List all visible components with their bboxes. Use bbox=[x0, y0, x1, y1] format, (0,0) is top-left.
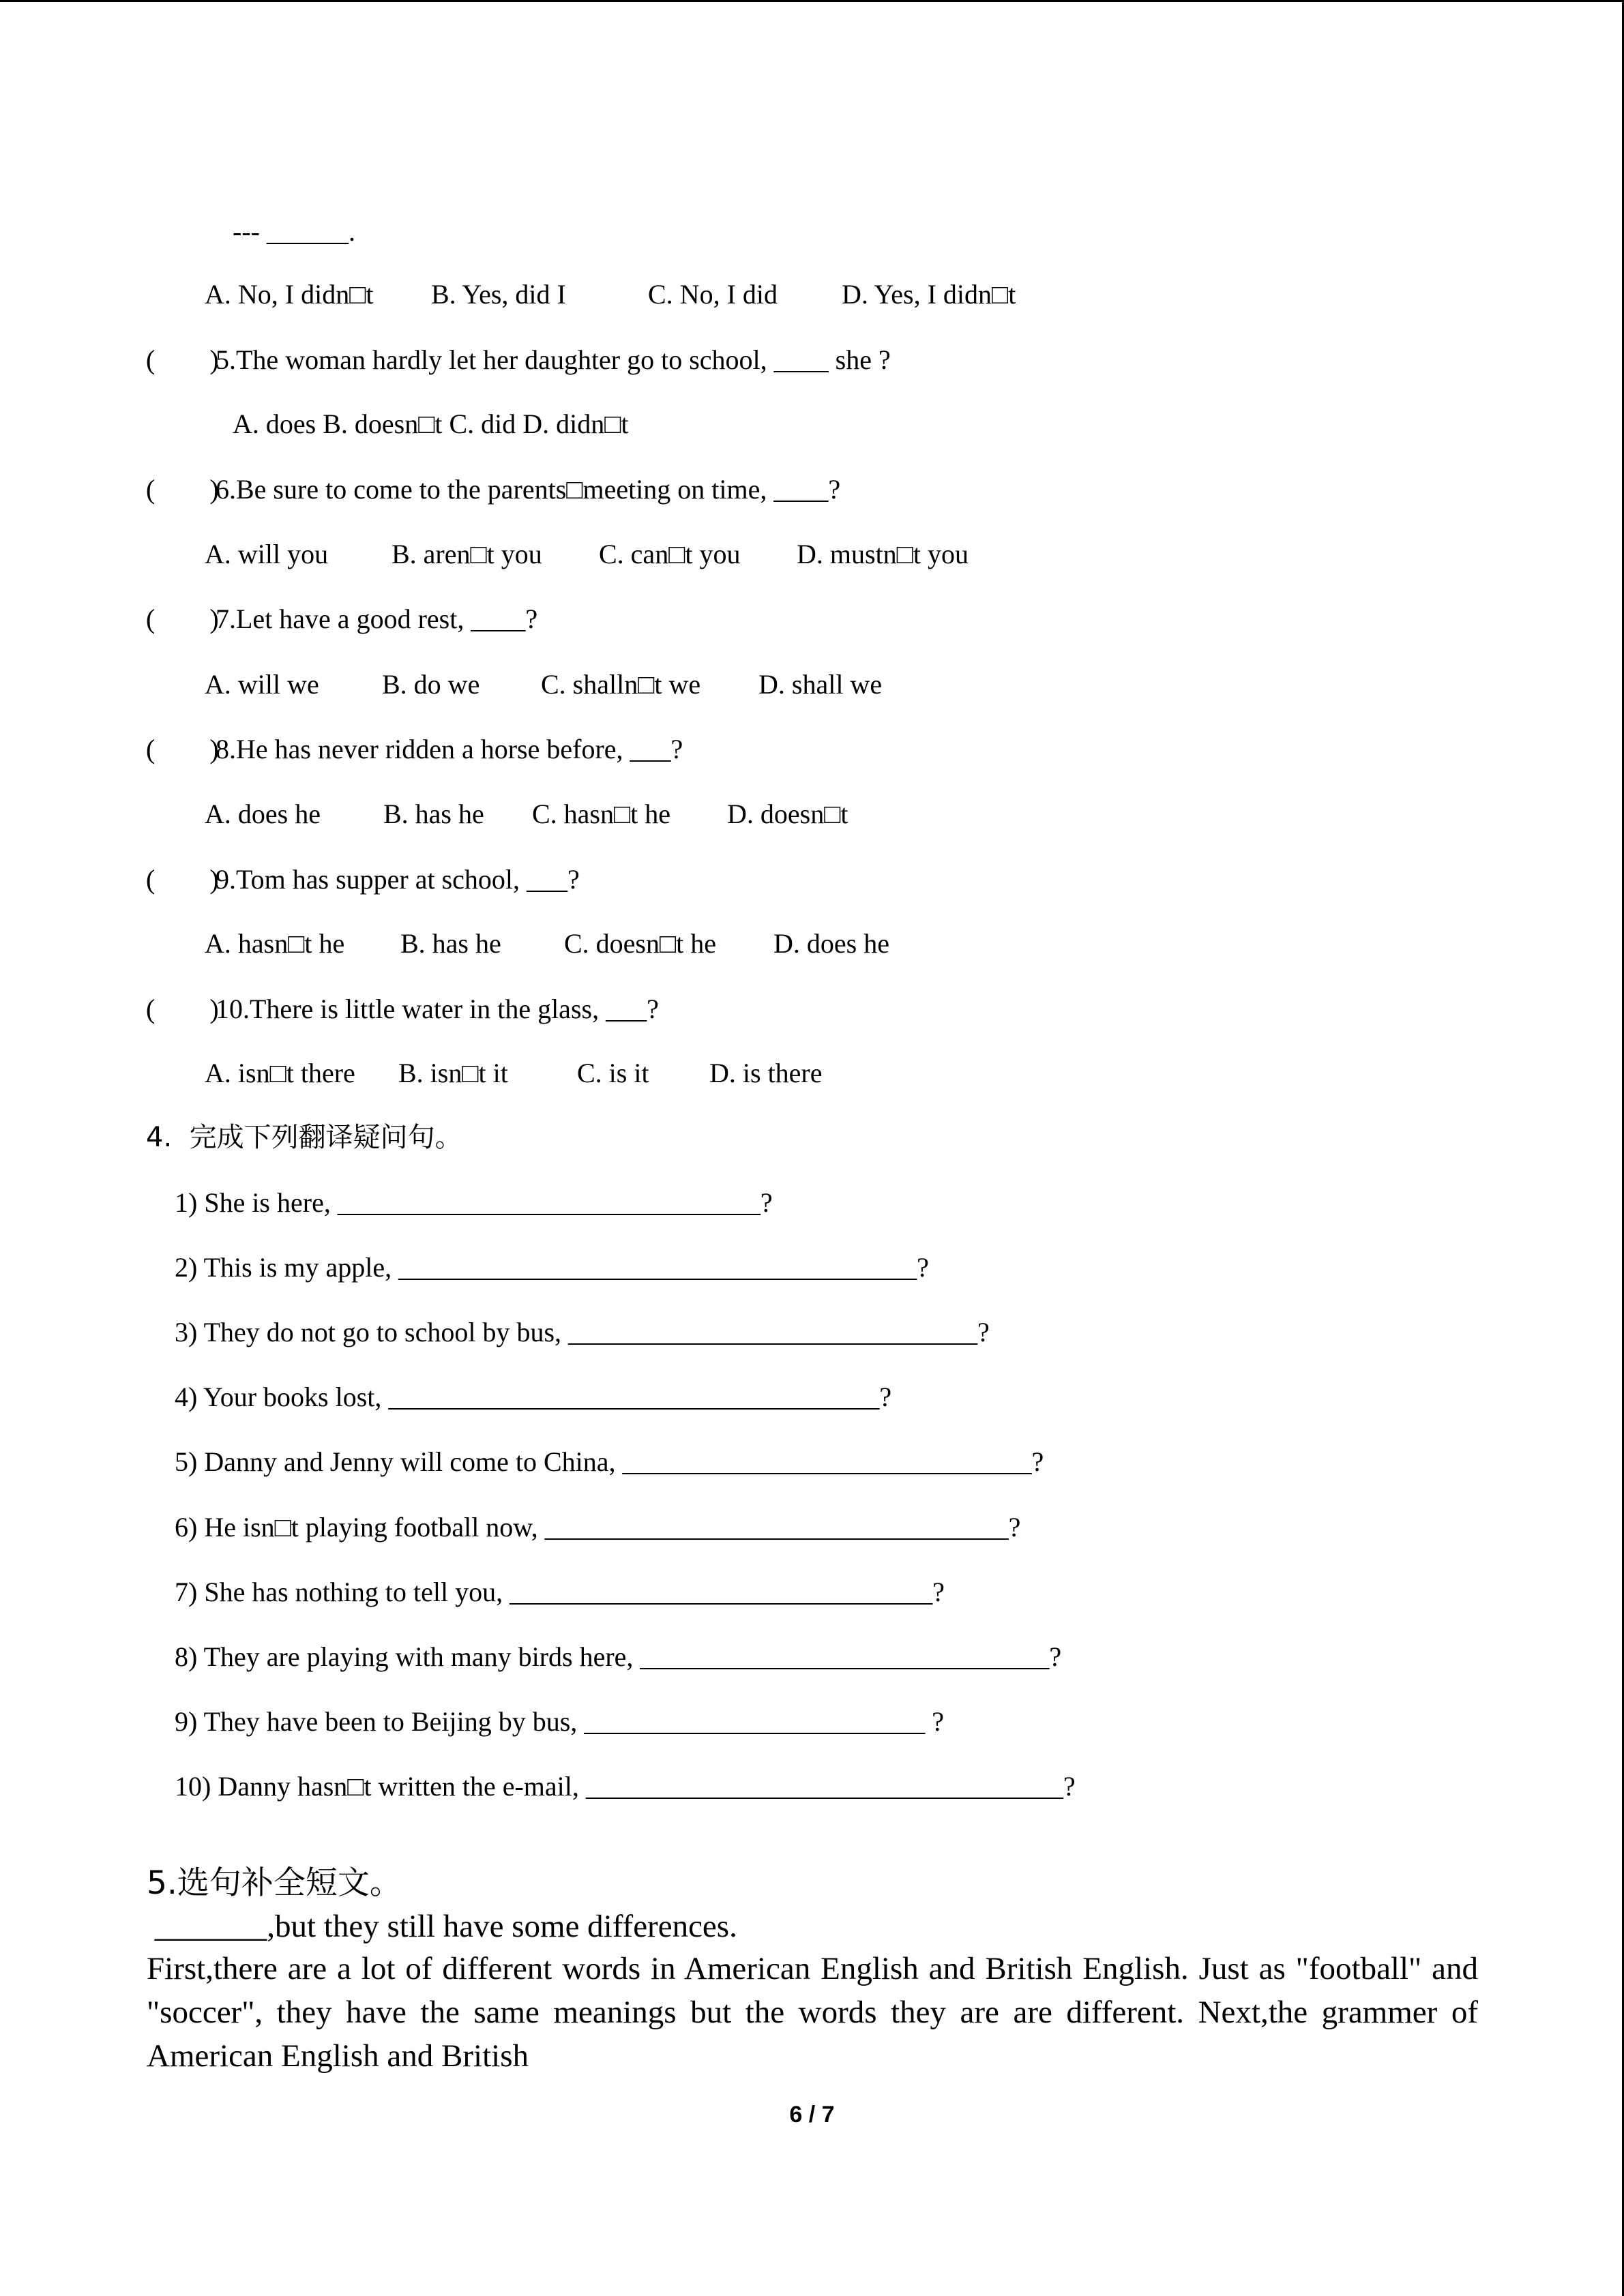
page-number: 6 / 7 bbox=[789, 2102, 835, 2128]
q4-option-b: B. Yes, did I bbox=[431, 279, 566, 310]
q4-answer-blank: --- ______. bbox=[233, 216, 355, 247]
s4-item-4: 4) Your books lost, ____________________________________? bbox=[175, 1382, 892, 1412]
s4-item-7: 7) She has nothing to tell you, _______________________________? bbox=[175, 1577, 945, 1607]
q8-option-c: C. hasn□t he bbox=[532, 799, 671, 829]
q9-option-a: A. hasn□t he bbox=[205, 928, 345, 959]
q10-option-a: A. isn□t there bbox=[205, 1058, 355, 1088]
top-border bbox=[0, 0, 1624, 2]
section5-first-line: _______,but they still have some differences. bbox=[147, 1909, 737, 1944]
q9-option-b: B. has he bbox=[400, 928, 501, 959]
q6-option-c: C. can□t you bbox=[599, 539, 741, 569]
q8-option-a: A. does he bbox=[205, 799, 321, 829]
q6-option-b: B. aren□t you bbox=[392, 539, 542, 569]
q10-paren: ( ) bbox=[146, 994, 219, 1024]
s4-item-6: 6) He isn□t playing football now, __________________________________? bbox=[175, 1512, 1021, 1542]
q9-option-d: D. does he bbox=[773, 928, 889, 959]
q7-option-a: A. will we bbox=[205, 669, 319, 700]
q8-paren: ( ) bbox=[146, 734, 219, 764]
s4-item-2: 2) This is my apple, ______________________________________? bbox=[175, 1252, 929, 1283]
q7-option-d: D. shall we bbox=[758, 669, 883, 700]
q10-stem: 10.There is little water in the glass, ___? bbox=[216, 994, 659, 1024]
section5-title: 5.选句补全短文。 bbox=[147, 1864, 402, 1902]
q6-option-d: D. mustn□t you bbox=[797, 539, 969, 569]
s4-item-3: 3) They do not go to school by bus, ______________________________? bbox=[175, 1317, 990, 1347]
q4-option-c: C. No, I did bbox=[648, 279, 778, 310]
q5-options: A. does B. doesn□t C. did D. didn□t bbox=[233, 408, 629, 439]
q7-stem: 7.Let have a good rest, ____? bbox=[216, 603, 538, 634]
q7-paren: ( ) bbox=[146, 603, 219, 634]
q9-stem: 9.Tom has supper at school, ___? bbox=[216, 864, 580, 895]
q10-option-c: C. is it bbox=[577, 1058, 649, 1088]
s4-item-8: 8) They are playing with many birds here, ______________________________? bbox=[175, 1641, 1062, 1672]
q4-option-d: D. Yes, I didn□t bbox=[842, 279, 1016, 310]
s4-item-10: 10) Danny hasn□t written the e-mail, ___________________________________? bbox=[175, 1771, 1076, 1802]
s4-item-9: 9) They have been to Beijing by bus, _________________________ ? bbox=[175, 1706, 945, 1737]
s4-item-5: 5) Danny and Jenny will come to China, ______________________________? bbox=[175, 1446, 1044, 1477]
q9-option-c: C. doesn□t he bbox=[564, 928, 717, 959]
s4-item-1: 1) She is here, _______________________________? bbox=[175, 1187, 773, 1218]
q7-option-c: C. shalln□t we bbox=[541, 669, 701, 700]
section4-title: 4. 完成下列翻译疑问句。 bbox=[146, 1122, 462, 1153]
q6-stem: 6.Be sure to come to the parents□meeting on time, ____? bbox=[216, 474, 841, 505]
q6-option-a: A. will you bbox=[205, 539, 329, 569]
q7-option-b: B. do we bbox=[382, 669, 480, 700]
q9-paren: ( ) bbox=[146, 864, 219, 895]
q5-paren: ( ) bbox=[146, 344, 219, 375]
q8-stem: 8.He has never ridden a horse before, ___? bbox=[216, 734, 683, 764]
q8-option-d: D. doesn□t bbox=[727, 799, 848, 829]
q6-paren: ( ) bbox=[146, 474, 219, 505]
q5-stem: 5.The woman hardly let her daughter go to school, ____ she ? bbox=[216, 344, 891, 375]
section5-passage: First,there are a lot of different words in American English and British English. Just as "football" and "soccer", they have the same meanings but the words they are are different. Next,the grammer of American English and British bbox=[147, 1951, 1478, 2074]
q10-option-b: B. isn□t it bbox=[398, 1058, 508, 1088]
q4-option-a: A. No, I didn□t bbox=[205, 279, 374, 310]
q10-option-d: D. is there bbox=[709, 1058, 823, 1088]
q8-option-b: B. has he bbox=[383, 799, 484, 829]
